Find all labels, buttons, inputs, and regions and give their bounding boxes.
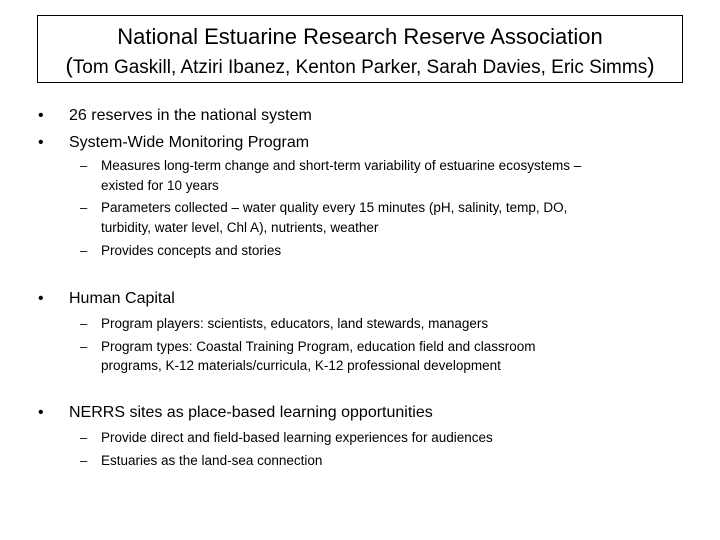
authors-open-paren: ( [65, 53, 73, 78]
subitem-line: Program types: Coastal Training Program, education field and classroom [101, 339, 536, 354]
subitem-line: turbidity, water level, Chl A), nutrients, weather [101, 220, 379, 235]
dash-icon: – [80, 453, 88, 468]
subitem-line: existed for 10 years [101, 178, 219, 193]
authors-close-paren: ) [647, 53, 655, 78]
subitem-line: Parameters collected – water quality every 15 minutes (pH, salinity, temp, DO, [101, 200, 568, 215]
bullet-item-reserves: 26 reserves in the national system [69, 107, 312, 124]
slide-authors: Tom Gaskill, Atziri Ibanez, Kenton Parker, Sarah Davies, Eric Simms [72, 57, 648, 78]
bullet-item-swmp: System-Wide Monitoring Program [69, 134, 310, 151]
bullet-icon: • [38, 290, 44, 307]
slide-authors-line [38, 53, 682, 79]
bullet-item-human-capital: Human Capital [69, 290, 175, 307]
slide-title: National Estuarine Research Reserve Association [117, 24, 603, 49]
bullet-item-nerrs-sites: NERRS sites as place-based learning opportunities [69, 404, 433, 421]
subitem-line: Program players: scientists, educators, land stewards, managers [101, 316, 489, 331]
subitem-line: Estuaries as the land-sea connection [101, 453, 323, 468]
bullet-icon: • [38, 107, 44, 124]
subitem-line: programs, K-12 materials/curricula, K-12 professional development [101, 358, 501, 373]
dash-icon: – [80, 200, 88, 215]
bullet-icon: • [38, 404, 44, 421]
dash-icon: – [80, 316, 88, 331]
bullet-icon: • [38, 134, 44, 151]
dash-icon: – [80, 430, 88, 445]
dash-icon: – [80, 158, 88, 173]
subitem-line: Provides concepts and stories [101, 243, 282, 258]
slide-title-box [37, 15, 683, 83]
dash-icon: – [80, 243, 88, 258]
subitem-line: Measures long-term change and short-term variability of estuarine ecosystems – [101, 158, 582, 173]
dash-icon: – [80, 339, 88, 354]
subitem-line: Provide direct and field-based learning experiences for audiences [101, 430, 493, 445]
